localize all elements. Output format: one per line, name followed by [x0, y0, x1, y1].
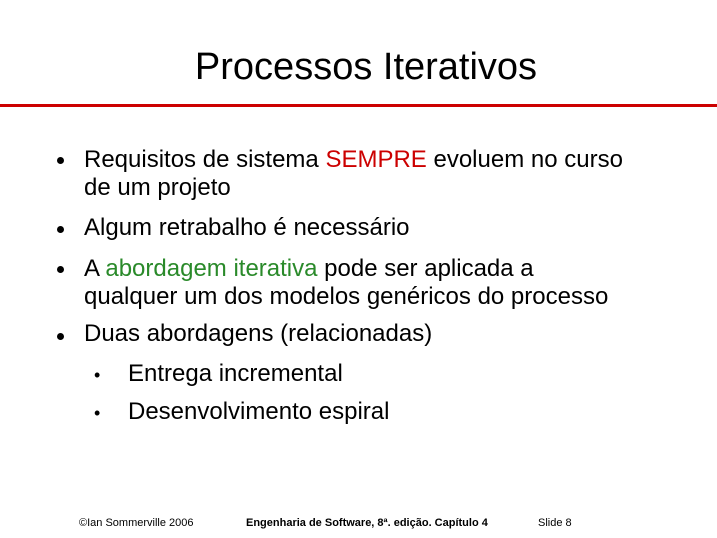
bullet-dot-icon [57, 157, 64, 164]
bullet-text [84, 146, 694, 173]
bullet-text-line2: qualquer um dos modelos genéricos do processo [84, 283, 609, 310]
bullet-text [84, 255, 694, 282]
footer-copyright: ©Ian Sommerville 2006 [79, 517, 194, 529]
bullet-dot-icon [57, 266, 64, 273]
sub-bullet-marker: • [94, 365, 101, 385]
sub-bullet-text: Entrega incremental [128, 360, 343, 387]
bullet-text: Algum retrabalho é necessário [84, 214, 410, 241]
bullet-text-part: evoluem no curso [426, 146, 623, 173]
slide-title: Processos Iterativos [194, 46, 538, 88]
bullet-text-part: A [84, 255, 106, 282]
highlight-sempre: SEMPRE [325, 146, 427, 173]
title-underline [0, 104, 717, 107]
footer-slide-number: Slide 8 [538, 517, 572, 529]
sub-bullet-text: Desenvolvimento espiral [128, 398, 390, 425]
footer-book-title: Engenharia de Software, 8ª. edição. Capítulo 4 [246, 517, 488, 529]
bullet-text: Duas abordagens (relacionadas) [84, 320, 433, 347]
bullet-text-part: pode ser aplicada a [317, 255, 534, 282]
bullet-dot-icon [57, 226, 64, 233]
bullet-text-line2: de um projeto [84, 174, 231, 201]
bullet-text-part: Requisitos de sistema [84, 146, 326, 173]
sub-bullet-marker: • [94, 403, 101, 423]
highlight-abordagem-iterativa: abordagem iterativa [105, 255, 318, 282]
bullet-dot-icon [57, 333, 64, 340]
